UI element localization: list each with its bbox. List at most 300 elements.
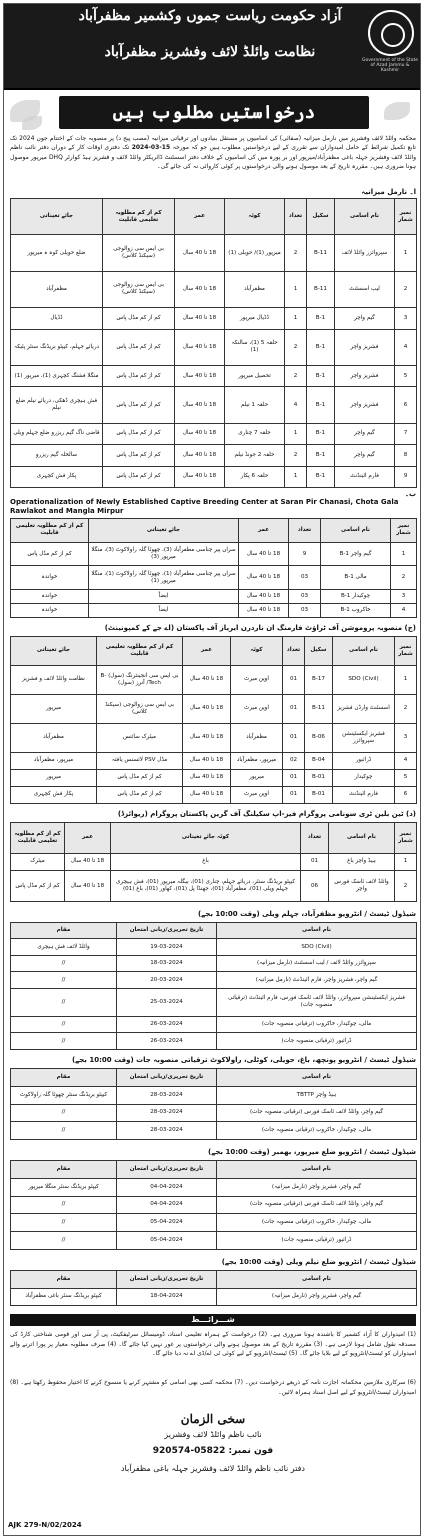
table-cell: اوپن میرٹ: [231, 665, 283, 694]
table-cell: 28-03-2024: [117, 1122, 217, 1140]
column-header: سکیل: [307, 199, 335, 235]
column-header: نمبر شمار: [395, 823, 417, 854]
table-row: [11, 235, 417, 271]
column-header: عمر: [239, 519, 289, 543]
seal-caption: Government of the State of Azad Jammu & Kashmir: [362, 58, 418, 73]
table-cell: مظفرآباد: [11, 723, 97, 752]
column-header: مقام: [11, 923, 117, 939]
table-row: [11, 566, 417, 590]
table-cell: 18 تا 40 سال: [239, 542, 289, 566]
table-cell: 18 تا 40 سال: [239, 566, 289, 590]
table-row: [11, 387, 417, 423]
schedule-2-title: شیڈول ٹیسٹ / انٹرویو پونچھ، باغ، حویلی، کوٹلی، راولاکوٹ ترقیاتی منصوبہ جات (وقت 10:00 بجے): [71, 1056, 416, 1064]
table-cell: 01: [283, 694, 305, 723]
signatory-designation: نائب ناظم وائلڈ لائف وفشریز: [164, 1430, 262, 1439]
table-row: [11, 1178, 417, 1196]
table-cell: خواندہ: [11, 566, 89, 590]
table-cell: مالی، چوکیدار، خاکروب (ترقیاتی منصوبہ جات): [217, 1214, 417, 1232]
table-cell: B-11: [307, 271, 335, 307]
table-cell: 18 تا 40 سال: [183, 723, 231, 752]
table-cell: حلقہ 1 نیلم: [225, 387, 285, 423]
table-cell: 4: [285, 387, 307, 423]
table-cell: حلقہ 6 پکار: [225, 466, 285, 487]
table-cell: مڈل PSV لائسنس یافتہ: [97, 752, 183, 769]
table-cell: 18 تا 40 سال: [175, 235, 225, 271]
table-cell: B-1: [307, 308, 335, 329]
table-cell: سپروائزر وائلڈ لائف / لیب اسسٹنٹ (نارمل میزانیہ): [217, 955, 417, 971]
table-cell: کم از کم مڈل پاس: [103, 308, 175, 329]
table-cell: مظفرآباد: [231, 723, 283, 752]
table-cell: منگلا فشنگ کچہری (1)، میرپور (1): [11, 365, 103, 386]
table-cell: 4: [391, 604, 417, 618]
table-cell: مظفرآباد: [11, 271, 103, 307]
section-c-title: (ج) منصوبہ پروموشن آف ٹراؤٹ فارمنگ ان ناردرن ایریاز آف پاکستان (اے جے کے کمپونینٹ): [104, 624, 416, 632]
table-row: [11, 1033, 417, 1050]
terms-paragraph-1: (1) امیدواران کا آزاد کشمیر کا باشندہ ہونا ضروری ہے۔ (2) درخواست کے ہمراہ تعلیمی اسناد، ڈومیسائل سرٹیفکیٹ، پی آر سی اور قومی شناختی کارڈ کی مصدقہ نقول شامل ہونا لازمی ہے۔ (3) مقررہ تاریخ کے بعد موصول ہونے والی درخواستوں پر غور نہیں کیا جائے گا۔ (4) صرف مطلوبہ معیار پر پورا اترنے والے امیدواران کو ٹیسٹ/انٹرویو کے لیے بلایا جائے گا۔ (5) ٹیسٹ/انٹرویو کے لیے کوئی ٹی اے/ڈی اے نہ دیا جائے گا۔: [10, 1331, 416, 1357]
table-cell: B-17: [305, 665, 333, 694]
table-cell: اسسٹنٹ وارڈن فشریز: [333, 694, 395, 723]
table-cell: خواندہ: [11, 590, 89, 604]
header-line-2: نظامت وائلڈ لائف وفشریز مظفرآباد: [104, 44, 316, 60]
column-header: نمبر شمار: [395, 199, 417, 235]
deadline-date: 15-03-2024: [131, 144, 171, 152]
table-cell: 5: [395, 365, 417, 386]
terms-heading: شـــرائـــط: [10, 1314, 416, 1326]
table-cell: ڈڈیال: [11, 308, 103, 329]
table-row: [11, 752, 417, 769]
table-cell: کیپٹو بریڈنگ سنٹر چھوٹا گلہ راولاکوٹ: [11, 1086, 117, 1104]
column-header: جائے تعیناتی: [11, 637, 97, 666]
table-cell: 6: [395, 387, 417, 423]
table-cell: ہیڈ واچر باغ: [329, 853, 395, 871]
table-cell: 18 تا 40 سال: [239, 590, 289, 604]
table-row: [11, 853, 417, 871]
table-cell: فش ہیچری ڈھکی، دریائے نیلم ضلع نیلم: [11, 387, 103, 423]
table-cell: 1: [285, 423, 307, 444]
column-header: مقام: [11, 1069, 117, 1087]
table-cell: میرپور، مظفرآباد: [11, 752, 97, 769]
table-cell: گیم واچر، وائلڈ لائف ٹاسک فورس (ترقیاتی منصوبہ جات): [217, 1196, 417, 1214]
schedule-1-title: شیڈول ٹیسٹ / انٹرویو مظفرآباد، جہلم ویلی (وقت 10:00 بجے): [197, 910, 416, 918]
table-cell: 01: [283, 665, 305, 694]
column-header: کم از کم مطلوبہ تعلیمی قابلیت: [11, 519, 89, 543]
table-cell: //: [11, 988, 117, 1016]
table-cell: اوپن میرٹ: [231, 694, 283, 723]
table-cell: 9: [395, 466, 417, 487]
table-cell: گیم واچر: [335, 423, 395, 444]
table-cell: حلقہ 2 جونڈ نیلم: [225, 445, 285, 466]
advertisement-page: [3, 3, 421, 1536]
table-cell: 18 تا 40 سال: [175, 466, 225, 487]
table-row: [11, 1104, 417, 1122]
table-cell: بی ایس سی زوالوجی (سیکنڈ کلاس): [103, 271, 175, 307]
table-cell: B-11: [305, 694, 333, 723]
table-cell: ڈرائیور: [333, 752, 395, 769]
table-row: [11, 1232, 417, 1250]
column-header: نمبر شمار: [391, 519, 417, 543]
table-cell: 2: [285, 329, 307, 365]
table-row: [11, 694, 417, 723]
column-header: نام اسامی: [217, 1069, 417, 1087]
office-address: دفتر نائب ناظم وائلڈ لائف وفشریز جہلہ باغی مظفرآباد: [120, 1464, 305, 1473]
page-title: درخواستیں مطلوب ہیں: [59, 96, 369, 129]
table-cell: کم از کم مڈل پاس: [103, 329, 175, 365]
table-cell: ایضاً: [89, 604, 239, 618]
table-cell: مالی، چوکیدار، خاکروب (ترقیاتی منصوبہ جات): [217, 1016, 417, 1032]
table-cell: 1: [395, 665, 417, 694]
section-c-table: [10, 636, 417, 804]
column-header: عمر: [65, 823, 111, 854]
table-header-row: [11, 199, 417, 235]
column-header: کم از کم مطلوبہ تعلیمی قابلیت: [103, 199, 175, 235]
column-header: نام اسامی: [321, 519, 391, 543]
table-row: [11, 466, 417, 487]
table-cell: میرپور: [231, 769, 283, 786]
table-cell: ڈڈیال میرپور: [225, 308, 285, 329]
table-cell: نظامت وائلڈ لائف و فشریز: [11, 665, 97, 694]
table-cell: خواندہ: [11, 604, 89, 618]
table-cell: میرپور: [11, 694, 97, 723]
column-header: کم از کم مطلوبہ تعلیمی قابلیت: [97, 637, 183, 666]
table-cell: 1: [391, 542, 417, 566]
table-cell: ڈرائیور (ترقیاتی منصوبہ جات): [217, 1033, 417, 1050]
section-d-title: (د) ٹین بلین ٹری سونامی پروگرام فیز-اپ سکیلنگ آف گرین پاکستان پروگرام (ریوائزڈ): [117, 810, 416, 818]
table-cell: 3: [395, 723, 417, 752]
table-cell: B-1: [307, 329, 335, 365]
table-row: [11, 1086, 417, 1104]
schedule-1-table: [10, 922, 417, 1050]
table-cell: 18 تا 40 سال: [65, 853, 111, 871]
table-cell: اوپن میرٹ: [231, 786, 283, 803]
table-cell: B-1: [307, 365, 335, 386]
table-cell: فشریز ایکسٹینشن سپروائزر، وائلڈ لائف ٹاسک فورس، فارم اٹینڈنٹ (ترقیاتی منصوبہ جات): [217, 988, 417, 1016]
table-cell: بی ایس سی انجینئرنگ (سول) B-Tech/ آنرز (سول): [97, 665, 183, 694]
table-cell: 03: [289, 590, 321, 604]
table-cell: B-01: [305, 786, 333, 803]
table-cell: //: [11, 1196, 117, 1214]
table-cell: B-1: [307, 445, 335, 466]
table-header-row: [11, 923, 417, 939]
table-cell: مالی، چوکیدار، خاکروب (ترقیاتی منصوبہ جات): [217, 1122, 417, 1140]
table-row: [11, 1016, 417, 1032]
table-header-row: [11, 1069, 417, 1087]
table-cell: کم از کم مڈل پاس: [11, 542, 89, 566]
table-cell: SDO (Civil): [333, 665, 395, 694]
leaf-decoration-icon: [22, 116, 42, 130]
table-cell: لیب اسسٹنٹ: [335, 271, 395, 307]
table-cell: 2: [395, 871, 417, 902]
schedule-4-title: شیڈول ٹیسٹ / انٹرویو ضلع نیلم ویلی (وقت 10:00 بجے): [221, 1258, 416, 1266]
table-cell: گیم واچر، فشریز واچر (نارمل میزانیہ): [217, 1288, 417, 1306]
column-header: کوٹہ جائے تعیناتی: [111, 823, 301, 854]
table-cell: 9: [289, 542, 321, 566]
table-cell: 2: [391, 566, 417, 590]
table-cell: کم از کم مڈل پاس: [103, 445, 175, 466]
table-cell: 18 تا 40 سال: [175, 387, 225, 423]
table-row: [11, 972, 417, 988]
table-cell: میٹرک: [11, 853, 65, 871]
table-row: [11, 786, 417, 803]
column-header: کم از کم مطلوبہ تعلیمی قابلیت: [11, 823, 65, 854]
table-cell: 1: [285, 466, 307, 487]
table-cell: مظفرآباد: [225, 271, 285, 307]
table-cell: 19-03-2024: [117, 939, 217, 955]
header-bar: [4, 4, 420, 90]
table-cell: 26-03-2024: [117, 1033, 217, 1050]
table-cell: 1: [285, 271, 307, 307]
intro-part-3: تک دفتری اوقات کار کے دوران دفتر نائب ناظم وائلڈ لائف وفشریز جہلہ باغی مظفرآباد/میرپور اور بر پورہ میں کی اسامیوں کے خلاف دفتر اسسٹنٹ ڈائریکٹر وائلڈ لائف و فشریز ہیڈ کوارٹر DHQ میرپور موصول ہونا ضروری ہیں۔ مقررہ تاریخ کے بعد موصول ہونے والی درخواستوں پر کوئی کاروائی نہ کی جائے گی۔: [10, 144, 416, 170]
table-row: [11, 423, 417, 444]
table-cell: سراں پیر چناسی مظفرآباد (1)، چھوٹا گلہ راولاکوٹ (1)، منگلا میرپور (1): [89, 566, 239, 590]
table-row: [11, 1122, 417, 1140]
column-header: جائے تعیناتی: [11, 199, 103, 235]
column-header: نام اسامی: [217, 1161, 417, 1179]
table-cell: ایضاً: [89, 590, 239, 604]
table-cell: 2: [285, 235, 307, 271]
table-cell: گیم واچر: [335, 445, 395, 466]
table-cell: //: [11, 1214, 117, 1232]
column-header: تاریخ تحریری/زبانی امتحان: [117, 1271, 217, 1289]
table-cell: 2: [395, 694, 417, 723]
table-cell: B-1: [307, 387, 335, 423]
column-header: تعداد: [289, 519, 321, 543]
table-row: [11, 365, 417, 386]
column-header: تاریخ تحریری/زبانی امتحان: [117, 923, 217, 939]
table-cell: فشریز واچر: [335, 387, 395, 423]
table-cell: //: [11, 1122, 117, 1140]
table-cell: 05-04-2024: [117, 1232, 217, 1250]
table-cell: 1: [395, 235, 417, 271]
section-b-title: Operationalization of Newly Established Captive Breeding Center at Saran Pir Chanasi, Chota Gala Rawlakot and Mangla Mirpur: [10, 498, 399, 515]
table-cell: میرپور: [11, 769, 97, 786]
signatory-name: سخی الزمان: [180, 1412, 246, 1426]
table-cell: 3: [395, 308, 417, 329]
table-cell: تحصیل میرپور: [225, 365, 285, 386]
table-cell: ڈرائیور (ترقیاتی منصوبہ جات): [217, 1232, 417, 1250]
contact-phone: فون نمبر: 05822-920574: [152, 1446, 274, 1456]
table-cell: فشریز ایکسٹینشن سپروائزر: [333, 723, 395, 752]
section-a-title: ا۔ نارمل میزانیہ: [361, 188, 416, 196]
table-row: [11, 542, 417, 566]
table-row: [11, 988, 417, 1016]
table-cell: کیپٹو بریڈنگ سنٹر منگلا میرپور: [11, 1178, 117, 1196]
table-cell: گیم واچر B-1: [321, 542, 391, 566]
table-cell: 28-03-2024: [117, 1104, 217, 1122]
table-cell: میٹرک سائنس: [97, 723, 183, 752]
table-cell: گیم واچر، فشریز واچر، فارم اٹینڈنٹ (نارمل میزانیہ): [217, 972, 417, 988]
table-cell: 04-04-2024: [117, 1178, 217, 1196]
table-cell: 18 تا 40 سال: [175, 308, 225, 329]
table-cell: کم از کم مڈل پاس: [97, 769, 183, 786]
table-cell: 02: [283, 752, 305, 769]
table-cell: B-04: [305, 752, 333, 769]
table-cell: SDO (Civil): [217, 939, 417, 955]
table-header-row: [11, 637, 417, 666]
table-cell: 05-04-2024: [117, 1214, 217, 1232]
table-row: [11, 665, 417, 694]
table-row: [11, 445, 417, 466]
column-header: کوٹہ: [231, 637, 283, 666]
table-cell: 3: [391, 590, 417, 604]
column-header: تاریخ تحریری/زبانی امتحان: [117, 1069, 217, 1087]
column-header: نام اسامی: [217, 1271, 417, 1289]
column-header: کوٹہ: [225, 199, 285, 235]
table-cell: گیم واچر، وائلڈ لائف ٹاسک فورس (ترقیاتی منصوبہ جات): [217, 1104, 417, 1122]
table-header-row: [11, 1271, 417, 1289]
column-header: نام اسامی: [329, 823, 395, 854]
table-cell: 04-04-2024: [117, 1196, 217, 1214]
table-cell: 18 تا 40 سال: [175, 271, 225, 307]
table-cell: کم از کم مڈل پاس: [103, 423, 175, 444]
schedule-3-table: [10, 1160, 417, 1250]
table-cell: مالی B-1: [321, 566, 391, 590]
table-cell: سپروائزر وائلڈ لائف: [335, 235, 395, 271]
terms-paragraph-2: (6) سرکاری ملازمین محکمانہ اجازت نامہ کے ذریعے درخواست دیں۔ (7) محکمہ کسی بھی اسامی کو مشتہر کرنے یا منسوخ کرنے کا اختیار محفوظ رکھتا ہے۔ (8) امیدواران ٹیسٹ/انٹرویو کے لیے اصل اسناد ہمراہ لائیں۔: [10, 1379, 416, 1396]
table-cell: 01: [283, 786, 305, 803]
table-cell: فشریز واچر: [335, 365, 395, 386]
table-cell: 06: [301, 871, 329, 902]
section-b-marker: ب۔: [404, 490, 416, 498]
table-cell: 8: [395, 445, 417, 466]
table-cell: 2: [285, 365, 307, 386]
section-a-table: [10, 198, 417, 488]
table-cell: خاکروب B-1: [321, 604, 391, 618]
column-header: مقام: [11, 1271, 117, 1289]
table-cell: //: [11, 1104, 117, 1122]
table-cell: 2: [285, 445, 307, 466]
table-cell: 18-03-2024: [117, 955, 217, 971]
table-row: [11, 1288, 417, 1306]
table-cell: 18-04-2024: [117, 1288, 217, 1306]
table-cell: 18 تا 40 سال: [65, 871, 111, 902]
table-row: [11, 769, 417, 786]
column-header: عمر: [175, 199, 225, 235]
column-header: مقام: [11, 1161, 117, 1179]
table-cell: دریائے جہلم، کیپٹو بریڈنگ سنٹر پٹیکہ: [11, 329, 103, 365]
table-cell: کم از کم مڈل پاس: [103, 466, 175, 487]
column-header: تعداد: [301, 823, 329, 854]
table-row: [11, 955, 417, 971]
table-cell: 1: [285, 308, 307, 329]
table-cell: 03: [289, 604, 321, 618]
section-d-table: [10, 822, 417, 902]
table-cell: 25-03-2024: [117, 988, 217, 1016]
table-cell: بی ایس سی زوالوجی (سیکنڈ کلاس): [97, 694, 183, 723]
leaf-decoration-icon: [384, 102, 410, 120]
table-cell: پکار فش کچہری: [11, 786, 97, 803]
table-cell: میرپور، مظفرآباد: [231, 752, 283, 769]
table-cell: 18 تا 40 سال: [183, 665, 231, 694]
table-row: [11, 1196, 417, 1214]
table-cell: چوکیدار: [333, 769, 395, 786]
table-cell: باغ: [111, 853, 301, 871]
table-cell: پکار فش کچہری: [11, 466, 103, 487]
table-row: [11, 723, 417, 752]
table-cell: ہیڈ واچر TBTTP: [217, 1086, 417, 1104]
intro-paragraph: [10, 134, 416, 171]
table-cell: 18 تا 40 سال: [183, 752, 231, 769]
table-cell: 18 تا 40 سال: [183, 786, 231, 803]
column-header: سکیل: [305, 637, 333, 666]
table-cell: 18 تا 40 سال: [183, 694, 231, 723]
table-cell: 5: [395, 769, 417, 786]
table-cell: //: [11, 1033, 117, 1050]
table-row: [11, 871, 417, 902]
table-cell: وائلڈ لائف فش ہیچری: [11, 939, 117, 955]
table-cell: 01: [283, 769, 305, 786]
schedule-4-table: [10, 1270, 417, 1306]
table-cell: کیپٹو بریڈنگ سنٹر باغی مظفرآباد: [11, 1288, 117, 1306]
column-header: تاریخ تحریری/زبانی امتحان: [117, 1161, 217, 1179]
table-cell: 18 تا 40 سال: [183, 769, 231, 786]
table-cell: فشریز واچر: [335, 329, 395, 365]
table-cell: B-1: [307, 466, 335, 487]
table-cell: چوکیدار B-1: [321, 590, 391, 604]
column-header: نام اسامی: [333, 637, 395, 666]
table-cell: میرپور (1)/ حویلی (1): [225, 235, 285, 271]
table-cell: 03: [289, 566, 321, 590]
table-cell: گیم واچر: [335, 308, 395, 329]
table-cell: سراں پیر چناسی مظفرآباد (3)، چھوٹا گلہ راولاکوٹ (3)، منگلا میرپور (3): [89, 542, 239, 566]
table-cell: 28-03-2024: [117, 1086, 217, 1104]
schedule-3-title: شیڈول ٹیسٹ / انٹرویو ضلع میرپور، بھمبر (وقت 10:00 بجے): [208, 1148, 416, 1156]
reference-number: AJK 279-N/02/2024: [8, 1521, 82, 1529]
table-cell: //: [11, 1232, 117, 1250]
table-row: [11, 590, 417, 604]
table-cell: فارم اٹینڈنٹ: [335, 466, 395, 487]
column-header: جائے تعیناتی: [89, 519, 239, 543]
table-header-row: [11, 519, 417, 543]
table-cell: 6: [395, 786, 417, 803]
table-cell: B-1: [307, 423, 335, 444]
schedule-2-table: [10, 1068, 417, 1140]
table-cell: 20-03-2024: [117, 972, 217, 988]
table-cell: 2: [395, 271, 417, 307]
table-cell: 1: [395, 853, 417, 871]
table-cell: فارم اٹینڈنٹ: [333, 786, 395, 803]
table-cell: حلقہ 7 چناری: [225, 423, 285, 444]
table-cell: B-01: [305, 769, 333, 786]
section-b-table: [10, 518, 417, 618]
table-cell: بی ایس سی زوالوجی (سیکنڈ کلاس): [103, 235, 175, 271]
table-cell: 4: [395, 329, 417, 365]
header-line-1: آزاد حکومت ریاست جموں وکشمیر مظفرآباد: [78, 8, 342, 24]
table-row: [11, 939, 417, 955]
table-cell: 01: [301, 853, 329, 871]
table-row: [11, 1214, 417, 1232]
table-cell: B-06: [305, 723, 333, 752]
table-cell: کم از کم مڈل پاس: [103, 365, 175, 386]
table-cell: کم از کم مڈل پاس: [97, 786, 183, 803]
table-cell: کیپٹو بریڈنگ سنٹر، دریائے جہلم، چناری (01)، بیگلہ میرپور (01)، فش ہیچری جہلم ویلی (01)، مظفرآباد (01)، جھنڈا پل (01)، کھاور (01)، باغ (01): [111, 871, 301, 902]
table-row: [11, 308, 417, 329]
table-cell: //: [11, 972, 117, 988]
table-cell: 18 تا 40 سال: [175, 365, 225, 386]
table-cell: B-11: [307, 235, 335, 271]
column-header: نام اسامی: [217, 923, 417, 939]
table-cell: 18 تا 40 سال: [175, 445, 225, 466]
government-seal-icon: [368, 10, 414, 56]
table-cell: 18 تا 40 سال: [239, 604, 289, 618]
table-cell: //: [11, 1016, 117, 1032]
table-cell: گیم واچر، فشریز واچر (نارمل میزانیہ): [217, 1178, 417, 1196]
table-cell: ضلع حویلی کوہ ہ میرپور: [11, 235, 103, 271]
table-cell: 4: [395, 752, 417, 769]
table-cell: وائلڈ لائف ٹاسک فورس واچر: [329, 871, 395, 902]
table-cell: 18 تا 40 سال: [175, 329, 225, 365]
column-header: نام اسامی: [335, 199, 395, 235]
table-row: [11, 604, 417, 618]
